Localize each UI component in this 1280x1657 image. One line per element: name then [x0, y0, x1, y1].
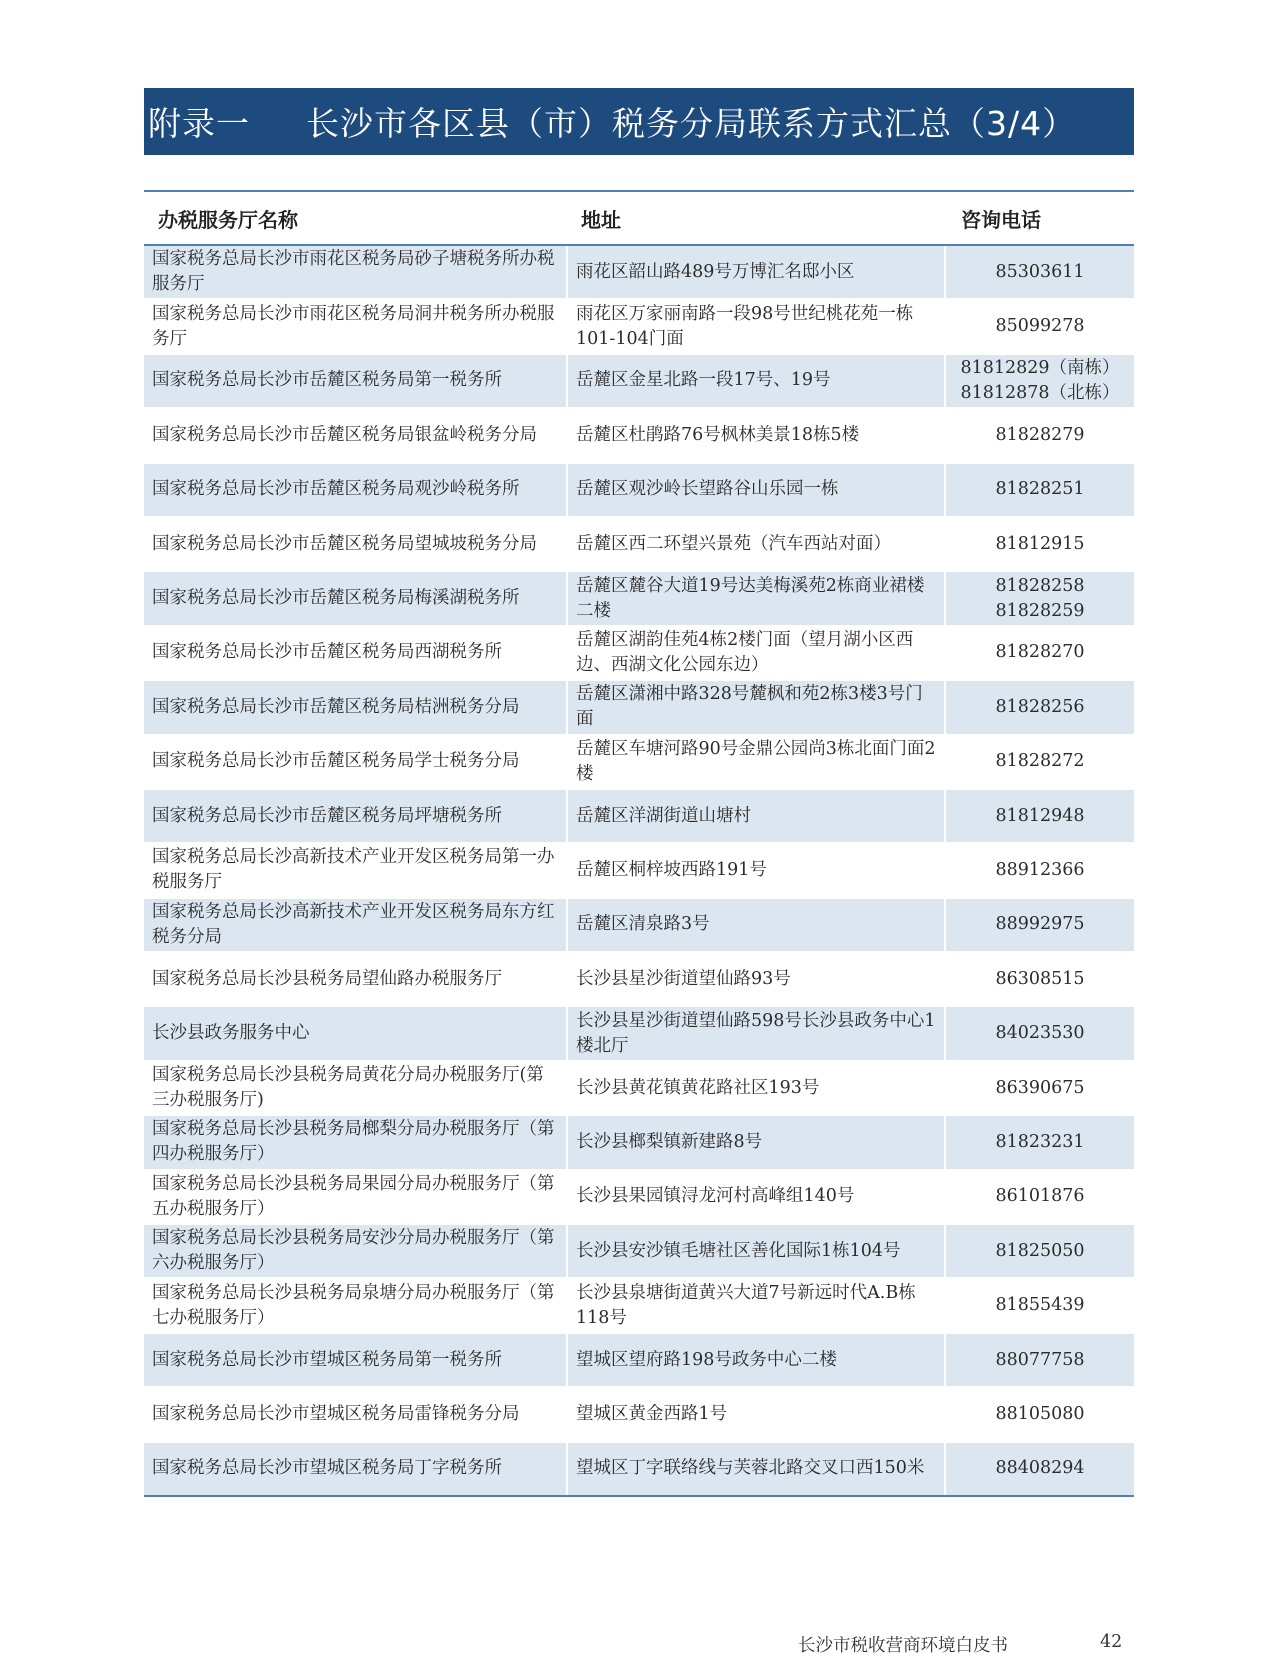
address-cell: 长沙县安沙镇毛塘社区善化国际1栋104号	[567, 1224, 945, 1278]
table-row	[144, 571, 1134, 625]
office-name-cell: 国家税务总局长沙市岳麓区税务局坪塘税务所	[144, 789, 567, 843]
phone-number: 88077758	[995, 1349, 1085, 1370]
phone-number: 81812829（南栋）	[960, 357, 1120, 378]
office-name-cell: 国家税务总局长沙市岳麓区税务局望城坡税务分局	[144, 517, 567, 571]
office-name-cell: 国家税务总局长沙县税务局黄花分局办税服务厅(第三办税服务厅)	[144, 1061, 567, 1115]
table-row	[144, 735, 1134, 789]
phone-number: 81825050	[995, 1240, 1085, 1261]
footer-doc-title: 长沙市税收营商环境白皮书	[798, 1636, 1008, 1656]
address-cell: 岳麓区车塘河路90号金鼎公园尚3栋北面门面2楼	[567, 735, 945, 789]
address-cell: 岳麓区桐梓坡西路191号	[567, 843, 945, 897]
table-row	[144, 626, 1134, 680]
office-name-cell: 国家税务总局长沙县税务局望仙路办税服务厅	[144, 952, 567, 1006]
address-cell: 长沙县黄花镇黄花路社区193号	[567, 1061, 945, 1115]
table-body	[144, 245, 1134, 1496]
address-cell: 望城区黄金西路1号	[567, 1387, 945, 1441]
address-cell: 长沙县果园镇浔龙河村高峰组140号	[567, 1170, 945, 1224]
office-name-cell: 国家税务总局长沙市岳麓区税务局第一税务所	[144, 354, 567, 408]
office-name-cell: 国家税务总局长沙市望城区税务局第一税务所	[144, 1333, 567, 1387]
contact-table-container	[144, 190, 1134, 1497]
phone-number: 85099278	[995, 316, 1085, 337]
table-row	[144, 789, 1134, 843]
phone-cell	[945, 1115, 1134, 1169]
table-row	[144, 1061, 1134, 1115]
phone-cell	[945, 354, 1134, 408]
phone-cell	[945, 1333, 1134, 1387]
phone-number: 81828259	[995, 600, 1085, 621]
phone-cell	[945, 789, 1134, 843]
table-row	[144, 843, 1134, 897]
phone-number: 81828279	[995, 424, 1085, 445]
address-cell: 雨花区韶山路489号万博汇名邸小区	[567, 245, 945, 299]
address-cell: 长沙县泉塘街道黄兴大道7号新远时代A.B栋118号	[567, 1278, 945, 1332]
office-name-cell: 国家税务总局长沙市岳麓区税务局观沙岭税务所	[144, 463, 567, 517]
table-row	[144, 1442, 1134, 1496]
table-row	[144, 245, 1134, 299]
table-row	[144, 1224, 1134, 1278]
office-name-cell: 国家税务总局长沙高新技术产业开发区税务局东方红税务分局	[144, 898, 567, 952]
address-cell: 岳麓区洋湖街道山塘村	[567, 789, 945, 843]
address-cell: 雨花区万家丽南路一段98号世纪桃花苑一栋101-104门面	[567, 299, 945, 353]
phone-number: 88408294	[995, 1458, 1085, 1479]
phone-number: 85303611	[995, 261, 1085, 282]
address-cell: 长沙县星沙街道望仙路93号	[567, 952, 945, 1006]
phone-cell	[945, 843, 1134, 897]
table-row	[144, 952, 1134, 1006]
phone-number: 86390675	[995, 1077, 1085, 1098]
table-row	[144, 517, 1134, 571]
office-name-cell: 国家税务总局长沙高新技术产业开发区税务局第一办税服务厅	[144, 843, 567, 897]
header-name: 办税服务厅名称	[144, 191, 567, 245]
phone-cell	[945, 626, 1134, 680]
page-title-banner	[144, 88, 1134, 155]
phone-number: 81823231	[995, 1131, 1085, 1152]
phone-cell	[945, 735, 1134, 789]
table-row	[144, 1115, 1134, 1169]
phone-cell	[945, 1061, 1134, 1115]
table-row	[144, 1278, 1134, 1332]
phone-number: 86308515	[995, 968, 1085, 989]
phone-cell	[945, 1224, 1134, 1278]
phone-number: 88912366	[995, 859, 1085, 880]
phone-cell	[945, 1170, 1134, 1224]
office-name-cell: 国家税务总局长沙市岳麓区税务局桔洲税务分局	[144, 680, 567, 734]
phone-number: 88105080	[995, 1403, 1085, 1424]
table-row	[144, 1006, 1134, 1060]
table-row	[144, 1333, 1134, 1387]
header-address: 地址	[567, 191, 945, 245]
phone-number: 81828251	[995, 479, 1085, 500]
address-cell: 望城区望府路198号政务中心二楼	[567, 1333, 945, 1387]
phone-number: 81812948	[995, 805, 1085, 826]
address-cell: 岳麓区清泉路3号	[567, 898, 945, 952]
address-cell: 望城区丁字联络线与芙蓉北路交叉口西150米	[567, 1442, 945, 1496]
office-name-cell: 国家税务总局长沙县税务局榔梨分局办税服务厅（第四办税服务厅）	[144, 1115, 567, 1169]
address-cell: 长沙县星沙街道望仙路598号长沙县政务中心1楼北厅	[567, 1006, 945, 1060]
office-name-cell: 国家税务总局长沙县税务局安沙分局办税服务厅（第六办税服务厅）	[144, 1224, 567, 1278]
address-cell: 岳麓区金星北路一段17号、19号	[567, 354, 945, 408]
address-cell: 岳麓区湖韵佳苑4栋2楼门面（望月湖小区西边、西湖文化公园东边）	[567, 626, 945, 680]
table-row	[144, 354, 1134, 408]
phone-cell	[945, 571, 1134, 625]
address-cell: 长沙县榔梨镇新建路8号	[567, 1115, 945, 1169]
phone-cell	[945, 1006, 1134, 1060]
phone-cell	[945, 517, 1134, 571]
address-cell: 岳麓区潇湘中路328号麓枫和苑2栋3楼3号门面	[567, 680, 945, 734]
office-name-cell: 国家税务总局长沙市岳麓区税务局学士税务分局	[144, 735, 567, 789]
phone-cell	[945, 299, 1134, 353]
phone-number: 81828256	[995, 696, 1085, 717]
office-name-cell: 国家税务总局长沙市望城区税务局雷锋税务分局	[144, 1387, 567, 1441]
table-row	[144, 1387, 1134, 1441]
phone-number: 81855439	[995, 1295, 1085, 1316]
table-row	[144, 680, 1134, 734]
phone-number: 81828258	[995, 575, 1085, 596]
phone-cell	[945, 463, 1134, 517]
office-name-cell: 国家税务总局长沙市岳麓区税务局梅溪湖税务所	[144, 571, 567, 625]
phone-number: 84023530	[995, 1023, 1085, 1044]
appendix-label: 附录一	[148, 104, 250, 143]
table-row	[144, 299, 1134, 353]
office-name-cell: 国家税务总局长沙市雨花区税务局砂子塘税务所办税服务厅	[144, 245, 567, 299]
phone-number: 86101876	[995, 1186, 1085, 1207]
phone-number: 81812915	[995, 533, 1085, 554]
phone-cell	[945, 245, 1134, 299]
page-number: 42	[1100, 1632, 1123, 1652]
phone-cell	[945, 680, 1134, 734]
phone-number: 81828270	[995, 642, 1085, 663]
office-name-cell: 国家税务总局长沙县税务局泉塘分局办税服务厅（第七办税服务厅）	[144, 1278, 567, 1332]
contact-table	[144, 190, 1134, 1497]
office-name-cell: 长沙县政务服务中心	[144, 1006, 567, 1060]
address-cell: 岳麓区西二环望兴景苑（汽车西站对面）	[567, 517, 945, 571]
page-title: 长沙市各区县（市）税务分局联系方式汇总（3/4）	[306, 104, 1077, 143]
address-cell: 岳麓区观沙岭长望路谷山乐园一栋	[567, 463, 945, 517]
phone-number: 81812878（北栋）	[960, 382, 1120, 403]
phone-cell	[945, 408, 1134, 462]
address-cell: 岳麓区麓谷大道19号达美梅溪苑2栋商业裙楼二楼	[567, 571, 945, 625]
phone-cell	[945, 1278, 1134, 1332]
office-name-cell: 国家税务总局长沙市望城区税务局丁字税务所	[144, 1442, 567, 1496]
address-cell: 岳麓区杜鹃路76号枫林美景18栋5楼	[567, 408, 945, 462]
table-row	[144, 408, 1134, 462]
office-name-cell: 国家税务总局长沙县税务局果园分局办税服务厅（第五办税服务厅）	[144, 1170, 567, 1224]
phone-cell	[945, 898, 1134, 952]
phone-cell	[945, 1387, 1134, 1441]
office-name-cell: 国家税务总局长沙市岳麓区税务局西湖税务所	[144, 626, 567, 680]
office-name-cell: 国家税务总局长沙市雨花区税务局洞井税务所办税服务厅	[144, 299, 567, 353]
table-row	[144, 898, 1134, 952]
phone-number: 81828272	[995, 751, 1085, 772]
table-header-row	[144, 191, 1134, 245]
phone-number: 88992975	[995, 914, 1085, 935]
header-phone: 咨询电话	[945, 191, 1134, 245]
office-name-cell: 国家税务总局长沙市岳麓区税务局银盆岭税务分局	[144, 408, 567, 462]
table-row	[144, 463, 1134, 517]
table-row	[144, 1170, 1134, 1224]
phone-cell	[945, 1442, 1134, 1496]
phone-cell	[945, 952, 1134, 1006]
